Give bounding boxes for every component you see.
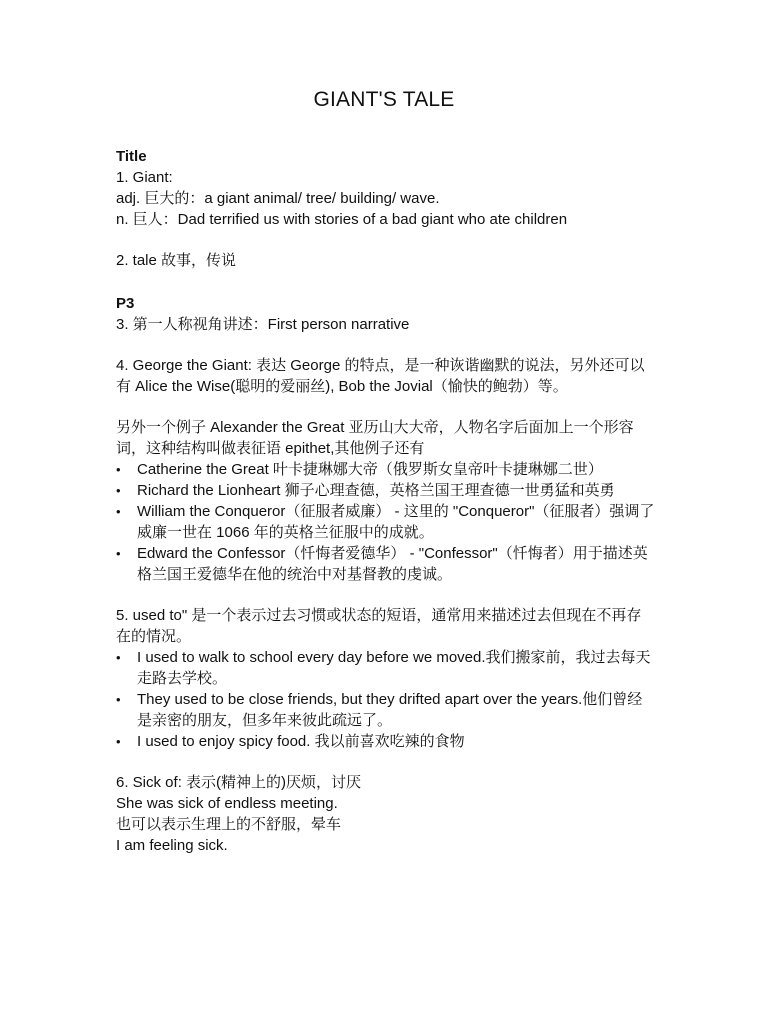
bullet-icon: • bbox=[116, 692, 121, 707]
list-item bbox=[116, 647, 656, 689]
list-item-text: I used to enjoy spicy food. 我以前喜欢吃辣的食物 bbox=[137, 733, 465, 750]
bullet-icon: • bbox=[116, 462, 121, 477]
bullet-icon: • bbox=[116, 546, 121, 561]
item-6-example-1: She was sick of endless meeting. bbox=[116, 795, 338, 812]
list-item bbox=[116, 543, 656, 585]
list-item-text: William the Conqueror（征服者威廉） - 这里的 "Conqueror"（征服者）强调了威廉一世在 1066 年的英格兰征服中的成就。 bbox=[137, 503, 655, 541]
list-item bbox=[116, 459, 656, 480]
used-to-example-list bbox=[116, 647, 656, 752]
item-1-adjective: adj. 巨大的：a giant animal/ tree/ building/ wave. bbox=[116, 190, 440, 207]
list-item-text: Richard the Lionheart 狮子心理查德，英格兰国王理查德一世勇猛和英勇 bbox=[137, 482, 615, 499]
item-6-note: 也可以表示生理上的不舒服，晕车 bbox=[116, 816, 342, 833]
bullet-icon: • bbox=[116, 650, 121, 665]
section-heading-title: Title bbox=[116, 148, 147, 165]
list-item-text: They used to be close friends, but they drifted apart over the years.他们曾经是亲密的朋友，但多年来彼此疏远了。 bbox=[137, 691, 643, 729]
list-item bbox=[116, 480, 656, 501]
list-item bbox=[116, 731, 656, 752]
document-title: GIANT'S TALE bbox=[313, 88, 455, 111]
item-4: 4. George the Giant: 表达 George 的特点，是一种诙谐幽默的说法，另外还可以有 Alice the Wise(聪明的爱丽丝), Bob the Jovial（愉快的鲍勃）等。 bbox=[116, 357, 645, 395]
item-1-heading: 1. Giant: bbox=[116, 169, 173, 186]
item-6-heading: 6. Sick of: 表示(精神上的)厌烦，讨厌 bbox=[116, 774, 362, 791]
bullet-icon: • bbox=[116, 483, 121, 498]
list-item-text: Catherine the Great 叶卡捷琳娜大帝（俄罗斯女皇帝叶卡捷琳娜二世） bbox=[137, 461, 603, 478]
list-item-text: I used to walk to school every day before we moved.我们搬家前，我过去每天走路去学校。 bbox=[137, 649, 651, 687]
section-heading-p3: P3 bbox=[116, 295, 135, 312]
epithet-intro: 另外一个例子 Alexander the Great 亚历山大大帝，人物名字后面加上一个形容词，这种结构叫做表征语 epithet,其他例子还有 bbox=[116, 419, 634, 457]
item-5-intro: 5. used to" 是一个表示过去习惯或状态的短语，通常用来描述过去但现在不再存在的情况。 bbox=[116, 607, 642, 645]
list-item bbox=[116, 501, 656, 543]
epithet-example-list bbox=[116, 459, 656, 585]
document-body bbox=[116, 146, 656, 856]
list-item-text: Edward the Confessor（忏悔者爱德华） - "Confessor"（忏悔者）用于描述英格兰国王爱德华在他的统治中对基督教的虔诚。 bbox=[137, 545, 648, 583]
item-1-noun: n. 巨人：Dad terrified us with stories of a bad giant who ate children bbox=[116, 211, 568, 228]
list-item bbox=[116, 689, 656, 731]
bullet-icon: • bbox=[116, 504, 121, 519]
item-3: 3. 第一人称视角讲述：First person narrative bbox=[116, 316, 410, 333]
item-6-example-2: I am feeling sick. bbox=[116, 837, 228, 854]
bullet-icon: • bbox=[116, 734, 121, 749]
item-2: 2. tale 故事，传说 bbox=[116, 252, 237, 269]
